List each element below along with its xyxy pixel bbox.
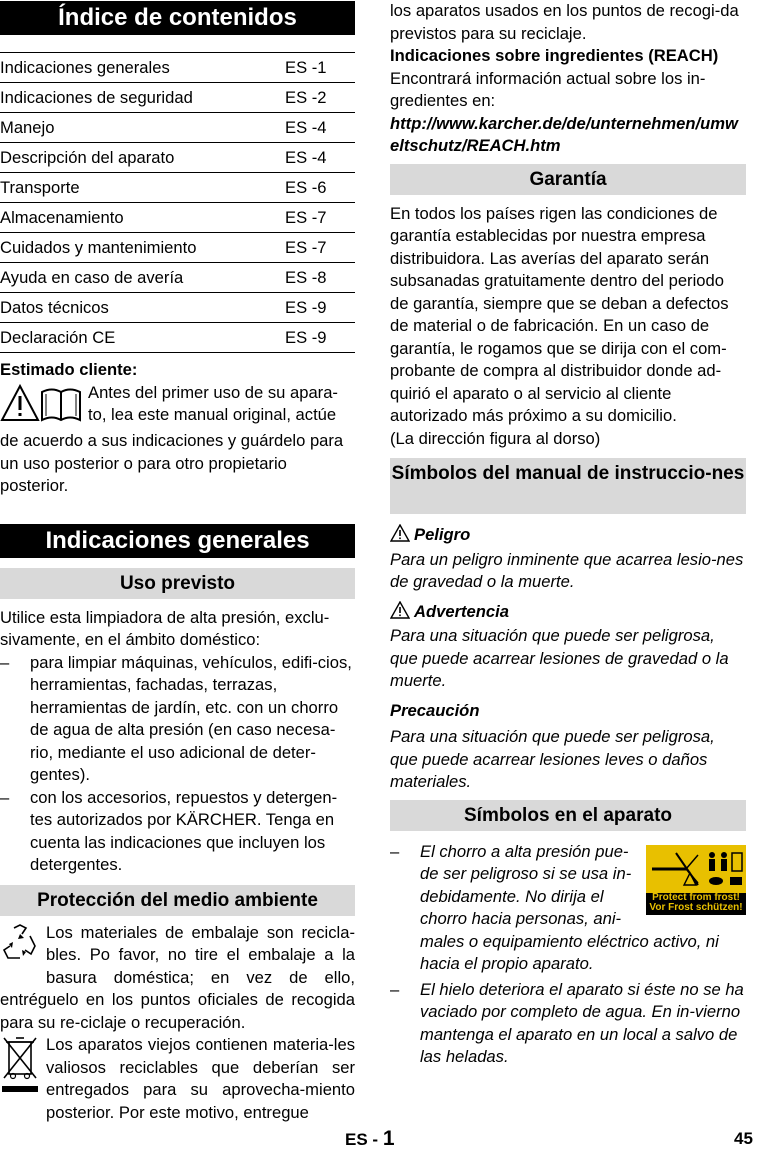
toc-row[interactable] (0, 293, 355, 323)
toc-entry-title: Datos técnicos (0, 298, 109, 317)
symbols-title: Símbolos del manual de instruccio-nes (390, 458, 746, 514)
toc-entry-title: Almacenamiento (0, 208, 124, 227)
toc-entry-page: ES -7 (285, 208, 327, 227)
toc-entry-title: Transporte (0, 178, 80, 197)
warranty-title: Garantía (390, 164, 746, 195)
warning-manual-icon (0, 382, 82, 431)
toc-entry-page: ES -8 (285, 268, 327, 287)
use-bullet-2-text: con los accesorios, repuestos y detergen-tes autorizados por KÄRCHER. Tenga en cuenta las indicaciones que incluyen los detergentes. (30, 787, 338, 874)
use-bullet-2 (0, 787, 355, 877)
env-title: Protección del medio ambiente (0, 885, 355, 916)
toc-entry-page: ES -2 (285, 88, 327, 107)
device-bullet-1 (390, 841, 746, 976)
toc-entry-page: ES -4 (285, 118, 327, 137)
toc-row[interactable] (0, 263, 355, 293)
toc-entry-title: Descripción del aparato (0, 148, 175, 167)
frost-label-image (646, 845, 746, 915)
advertencia-warning-icon (390, 601, 410, 619)
reach-heading: Indicaciones sobre ingredientes (REACH) (390, 46, 719, 65)
toc-entry-title: Indicaciones generales (0, 58, 170, 77)
bullet-dash: – (390, 841, 400, 861)
toc-row[interactable] (0, 203, 355, 233)
footer-lang: ES (345, 1130, 368, 1149)
toc-row[interactable] (0, 143, 355, 173)
toc-entry-title: Declaración CE (0, 328, 116, 347)
footer-code (345, 1128, 395, 1150)
toc-entry-title: Indicaciones de seguridad (0, 88, 193, 107)
use-title: Uso previsto (0, 568, 355, 599)
intro-text-c: de acuerdo a sus indicaciones y guárdelo para un uso posterior o para otro propietario posterior. (0, 431, 344, 495)
footer-num: 1 (382, 1127, 395, 1150)
env-block-1 (0, 922, 355, 1035)
toc-entry-title: Cuidados y mantenimiento (0, 238, 197, 257)
caution-text: Para una situación que puede ser peligrosa, que puede acarrear lesiones leves o daños materiales. (390, 727, 715, 791)
bullet-dash: – (0, 652, 10, 672)
device-bullet-2 (390, 979, 746, 1069)
continued-text: los aparatos usados en los puntos de recogi-da previstos para su reciclaje. (390, 1, 739, 43)
toc-entry-page: ES -6 (285, 178, 327, 197)
warranty-note: (La dirección figura al dorso) (390, 428, 601, 448)
intro-block (0, 382, 355, 431)
env-text-1: Los materiales de embalaje son recicla-bles. Po favor, no tire el embalaje a la basura doméstica; en vez de ello, entréguelo en los puntos oficiales de recogida para su re-ciclaje o recuperación. (0, 922, 355, 1032)
device-bullet-1-text: El chorro a alta presión pue-de ser peligroso si se usa in-debidamente. No dirija el chorro hacia personas, ani-males o equipamiento eléctrico activo, ni hacia el propio aparato. (420, 841, 719, 973)
warning-text: Para una situación que puede ser peligrosa, que puede acarrear lesiones de gravedad o la muerte. (390, 626, 729, 690)
toc-entry-title: Manejo (0, 118, 55, 137)
danger-text: Para un peligro inminente que acarrea lesio-nes de gravedad o la muerte. (390, 549, 744, 591)
page-number: 45 (734, 1129, 753, 1148)
bullet-dash: – (390, 979, 400, 999)
toc-row[interactable] (0, 323, 355, 353)
right-column (390, 0, 746, 1069)
left-column (0, 0, 355, 1124)
reach-text: Encontrará información actual sobre los in-gredientes en: (390, 68, 706, 110)
toc-entry-page: ES -7 (285, 238, 327, 257)
danger-label: Peligro (414, 525, 471, 544)
frost-label-1: Protect from frost! (652, 891, 740, 903)
danger-heading (390, 524, 746, 547)
caution-label: Precaución (390, 700, 480, 720)
toc-entry-title: Ayuda en caso de avería (0, 268, 184, 287)
footer-sep: - (372, 1130, 379, 1149)
device-bullet-2-text: El hielo deteriora el aparato si éste no se ha vaciado por completo de agua. En in-vierno mantenga el aparato en un local a salvo de las heladas. (420, 979, 744, 1066)
device-title: Símbolos en el aparato (390, 800, 746, 831)
toc-table (0, 52, 355, 353)
toc-entry-page: ES -4 (285, 148, 327, 167)
high-pressure-warning-icon (646, 845, 746, 893)
intro-text-b: to, lea este manual original, actúe (88, 405, 337, 424)
toc-row[interactable] (0, 53, 355, 83)
general-title: Indicaciones generales (0, 524, 355, 558)
use-bullet-1-text: para limpiar máquinas, vehículos, edifi-cios, herramientas, fachadas, terrazas, herramientas de jardín, etc. con un chorro de agua de alta presión (en caso necesa-rio, mediante el uso adicional de deter-gentes). (30, 652, 352, 784)
intro-text-a: Antes del primer uso de su apara- (88, 382, 338, 402)
toc-entry-page: ES -9 (285, 328, 327, 347)
toc-entry-page: ES -1 (285, 58, 327, 77)
bullet-dash: – (0, 787, 10, 807)
frost-label-2: Vor Frost schützen! (649, 901, 743, 913)
env-text-2: Los aparatos viejos contienen materia-les valiosos reciclables que deberían ser entregados para su aprovecha-miento posterior. Por este motivo, entregue (46, 1035, 355, 1122)
warning-label: Advertencia (414, 601, 509, 621)
toc-row[interactable] (0, 233, 355, 263)
env-block-2 (0, 1034, 355, 1124)
device-bullet-1-body (420, 841, 746, 976)
intro-heading: Estimado cliente: (0, 360, 138, 379)
warning-heading (390, 601, 746, 624)
danger-warning-icon (390, 524, 410, 542)
toc-row[interactable] (0, 83, 355, 113)
toc-title: Índice de contenidos (0, 1, 355, 35)
use-bullet-1 (0, 652, 355, 787)
toc-row[interactable] (0, 173, 355, 203)
toc-entry-page: ES -9 (285, 298, 327, 317)
warranty-text: En todos los países rigen las condiciones de garantía establecidas por nuestra empresa distribuidora. Las averías del aparato serán subsanadas gratuitamente dentro del periodo de garantía, siempre que se deban a defectos de material o de fabricación. En un caso de garantía, le rogamos que se dirija con el com-probante de compra al distribuidor donde ad-quirió el aparato o al servicio al cliente autorizado más próximo a su domicilio. (390, 203, 729, 425)
weee-bin-icon (0, 1034, 40, 1103)
use-text: Utilice esta limpiadora de alta presión, exclu-sivamente, en el ámbito doméstico: (0, 607, 330, 649)
toc-row[interactable] (0, 113, 355, 143)
reach-url: http://www.karcher.de/de/unternehmen/umweltschutz/REACH.htm (390, 113, 738, 155)
recycle-icon (0, 922, 40, 969)
